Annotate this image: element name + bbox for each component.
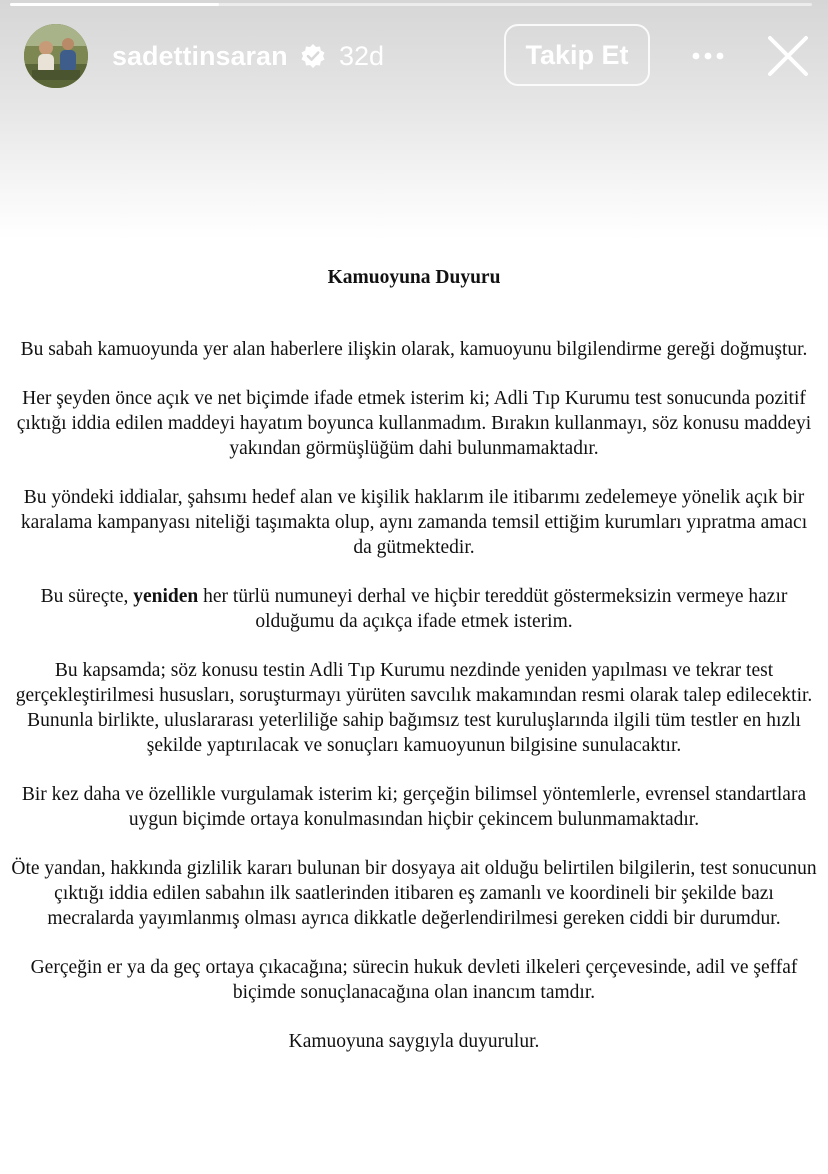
- paragraph-7: Bir kez daha ve özellikle vurgulamak isterim ki; gerçeğin bilimsel yöntemlerle, evrensel standartlara uygun biçimde ortaya konulmasından hiçbir çekincem bulunmamaktadır.: [21, 784, 807, 830]
- paragraph-5: Bu kapsamda; söz konusu testin Adli Tıp Kurumu nezdinde yeniden yapılması ve tekrar test gerçekleştirilmesi hususları, soruşturmayı yürüten savcılık makamından resmi olarak talep edilecektir.: [15, 660, 813, 706]
- avatar[interactable]: [24, 24, 88, 88]
- story-progress-bar: [10, 3, 812, 6]
- announcement-document: [0, 265, 828, 1078]
- paragraph-1: Bu sabah kamuoyunda yer alan haberlere ilişkin olarak, kamuoyunu bilgilendirme gereği doğmuştur.: [20, 339, 808, 360]
- paragraph-9: Gerçeğin er ya da geç ortaya çıkacağına; sürecin hukuk devleti ilkeleri çerçevesinde, adil ve şeffaf biçimde sonuçlanacağına olan inancım tamdır.: [30, 957, 798, 1003]
- verified-badge-icon: [300, 43, 326, 69]
- paragraph-3: Bu yöndeki iddialar, şahsımı hedef alan ve kişilik haklarım ile itibarımı zedelemeye yönelik açık bir karalama kampanyası niteliği taşımakta olup, aynı zamanda temsil ettiğim kurumları yıpratma amacı da gütmektedir.: [20, 487, 808, 558]
- paragraph-2: Her şeyden önce açık ve net biçimde ifade etmek isterim ki; Adli Tıp Kurumu test sonucunda pozitif çıktığı iddia edilen maddeyi hayatım boyunca kullanmadım. Bırakın kullanmayı, söz konusu maddeyi yakından görmüşlüğüm dahi bulunmamaktadır.: [16, 388, 812, 459]
- story-progress-fill: [10, 3, 219, 6]
- paragraph-4-emphasis: yeniden: [133, 586, 199, 607]
- story-header: [0, 20, 828, 92]
- closing-line: Kamuoyuna saygıyla duyurulur.: [288, 1031, 540, 1052]
- avatar-photo: [24, 24, 88, 88]
- paragraph-4: [10, 584, 818, 634]
- follow-button[interactable]: Takip Et: [504, 24, 650, 86]
- paragraph-4-start: Bu süreçte,: [40, 586, 134, 607]
- more-horizontal-icon[interactable]: [688, 40, 728, 72]
- close-icon[interactable]: [766, 34, 810, 78]
- paragraph-4-end: her türlü numuneyi derhal ve hiçbir tereddüt göstermeksizin vermeye hazır olduğumu da açıkça ifade etmek isterim.: [198, 586, 788, 632]
- paragraph-8: Öte yandan, hakkında gizlilik kararı bulunan bir dosyaya ait olduğu belirtilen bilgilerin, test sonucunun çıktığı iddia edilen sabahın ilk saatlerinden itibaren eş zamanlı ve koordineli bir şekilde bazı mecralarda yayımlanmış olması ayrıca dikkatle değerlendirilmesi gereken ciddi bir durumdur.: [11, 858, 817, 929]
- story-time-ago: 32d: [339, 41, 385, 71]
- story-username[interactable]: sadettinsaran: [112, 41, 288, 71]
- document-title: Kamuoyuna Duyuru: [327, 267, 501, 288]
- paragraph-6: Bununla birlikte, uluslararası yeterliliğe sahip bağımsız test kuruluşlarında ilgili tüm testler en hızlı şekilde yaptırılacak ve sonuçları kamuoyunun bilgisine sunulacaktır.: [27, 710, 801, 756]
